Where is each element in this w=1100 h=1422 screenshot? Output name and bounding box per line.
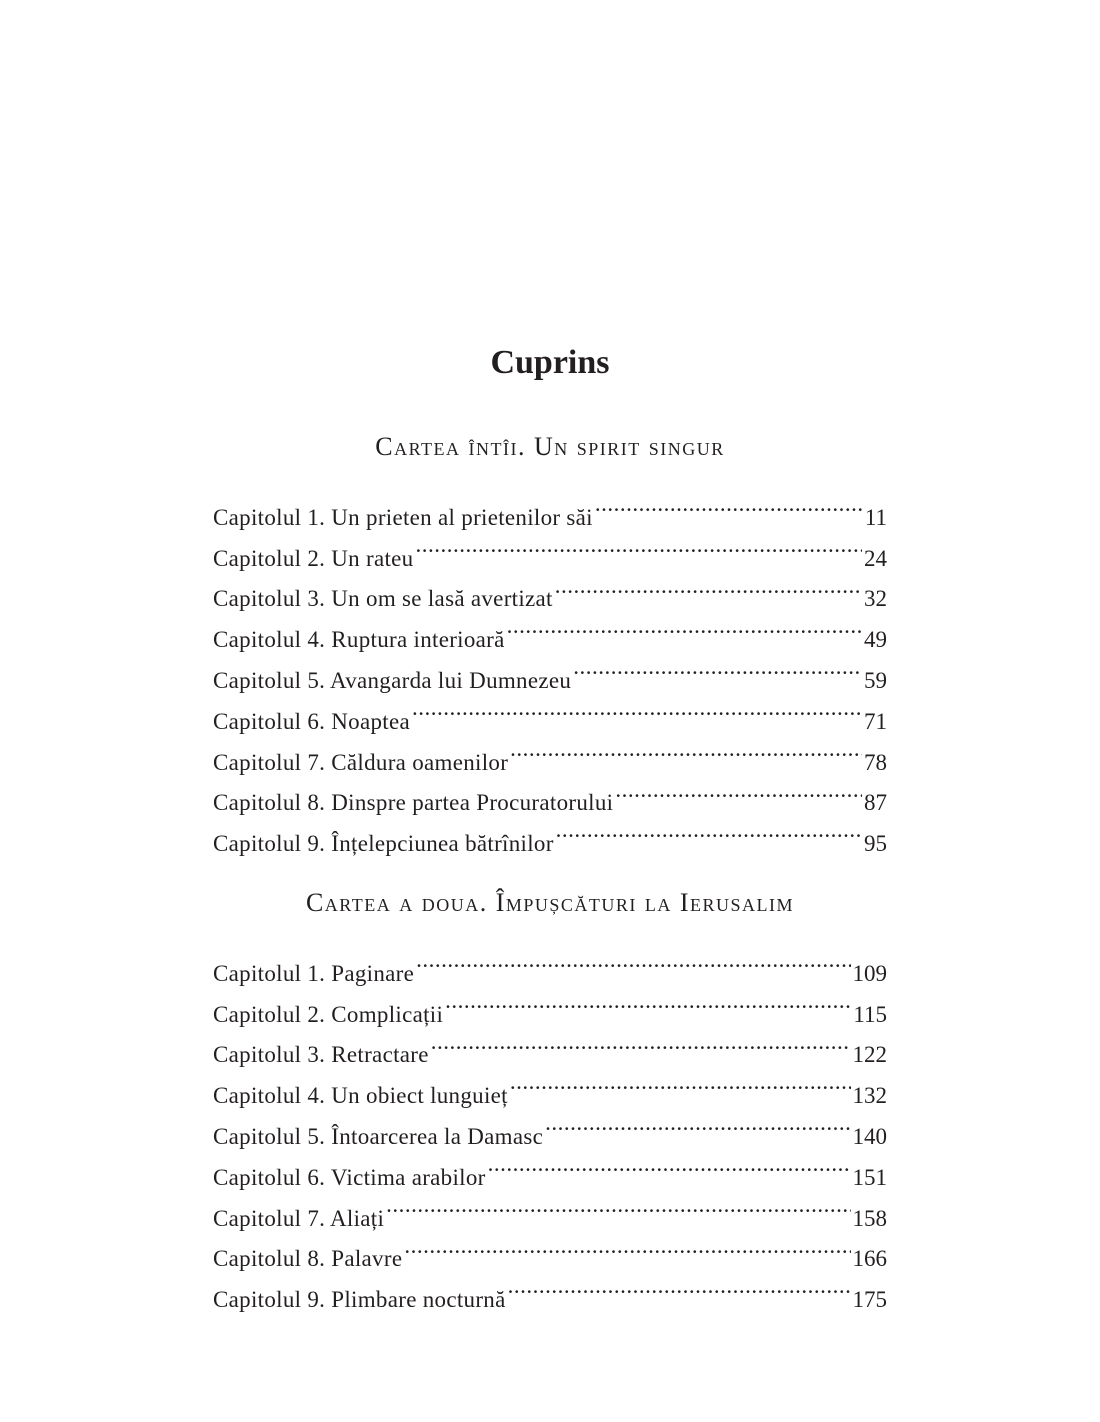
entry-page-number: 175	[852, 1287, 887, 1313]
entry-page-number: 166	[852, 1246, 887, 1272]
entry-title: Capitolul 3. Retractare	[213, 1042, 429, 1068]
toc-entry[interactable]	[213, 484, 887, 530]
toc-entry-list	[213, 940, 887, 1313]
entry-page-number: 87	[864, 790, 887, 816]
entry-title: Capitolul 6. Victima arabilor	[213, 1164, 486, 1190]
entry-title: Capitolul 7. Căldura oamenilor	[213, 749, 509, 775]
dot-leader	[615, 770, 862, 811]
toc-part-2	[213, 886, 887, 1313]
entry-page-number: 140	[852, 1123, 887, 1149]
entry-title: Capitolul 4. Un obiect lunguieț	[213, 1083, 508, 1109]
entry-page-number: 59	[864, 667, 887, 693]
entry-page-number: 115	[853, 1001, 887, 1027]
dot-leader	[386, 1185, 850, 1226]
entry-title: Capitolul 7. Aliați	[213, 1205, 385, 1231]
entry-title: Capitolul 1. Un prieten al prietenilor săi	[213, 504, 593, 530]
entry-page-number: 132	[852, 1083, 887, 1109]
entry-page-number: 11	[864, 504, 887, 530]
entry-page-number: 24	[864, 545, 887, 571]
entry-title: Capitolul 6. Noaptea	[213, 708, 410, 734]
entry-title: Capitolul 2. Un rateu	[213, 545, 414, 571]
entry-page-number: 71	[864, 708, 887, 734]
entry-page-number: 109	[852, 960, 887, 986]
entry-page-number: 151	[852, 1164, 887, 1190]
part-heading: Cartea a doua. Împușcături la Ierusalim	[305, 888, 795, 917]
dot-leader	[510, 1062, 851, 1103]
entry-title: Capitolul 2. Complicații	[213, 1001, 444, 1027]
entry-title: Capitolul 8. Palavre	[213, 1246, 403, 1272]
entry-page-number: 95	[864, 831, 887, 857]
dot-leader	[508, 1266, 851, 1307]
entry-page-number: 49	[864, 627, 887, 653]
toc-entry[interactable]	[213, 940, 887, 986]
entry-title: Capitolul 3. Un om se lasă avertizat	[213, 586, 553, 612]
dot-leader	[488, 1144, 851, 1185]
dot-leader	[416, 525, 863, 566]
page-title: Cuprins	[490, 343, 610, 381]
dot-leader	[412, 688, 862, 729]
entry-page-number: 158	[852, 1205, 887, 1231]
dot-leader	[404, 1226, 850, 1267]
dot-leader	[431, 1022, 851, 1063]
dot-leader	[445, 981, 851, 1022]
dot-leader	[555, 566, 862, 607]
entry-page-number: 122	[852, 1042, 887, 1068]
entry-title: Capitolul 8. Dinspre partea Procuratorului	[213, 790, 614, 816]
toc-entry-list	[213, 484, 887, 857]
dot-leader	[416, 940, 850, 981]
dot-leader	[510, 729, 862, 770]
entry-title: Capitolul 4. Ruptura interioară	[213, 627, 505, 653]
entry-page-number: 78	[864, 749, 887, 775]
dot-leader	[507, 606, 862, 647]
entry-title: Capitolul 5. Avangarda lui Dumnezeu	[213, 667, 572, 693]
entry-page-number: 32	[864, 586, 887, 612]
dot-leader	[573, 647, 862, 688]
entry-title: Capitolul 5. Întoarcerea la Damasc	[213, 1123, 544, 1149]
part-heading: Cartea întîi. Un spirit singur	[375, 432, 725, 461]
dot-leader	[556, 810, 862, 851]
dot-leader	[545, 1103, 850, 1144]
dot-leader	[595, 484, 863, 525]
toc-part-1	[213, 430, 887, 857]
entry-title: Capitolul 9. Înțelepciunea bătrînilor	[213, 831, 554, 857]
entry-title: Capitolul 9. Plimbare nocturnă	[213, 1287, 506, 1313]
entry-title: Capitolul 1. Paginare	[213, 960, 415, 986]
